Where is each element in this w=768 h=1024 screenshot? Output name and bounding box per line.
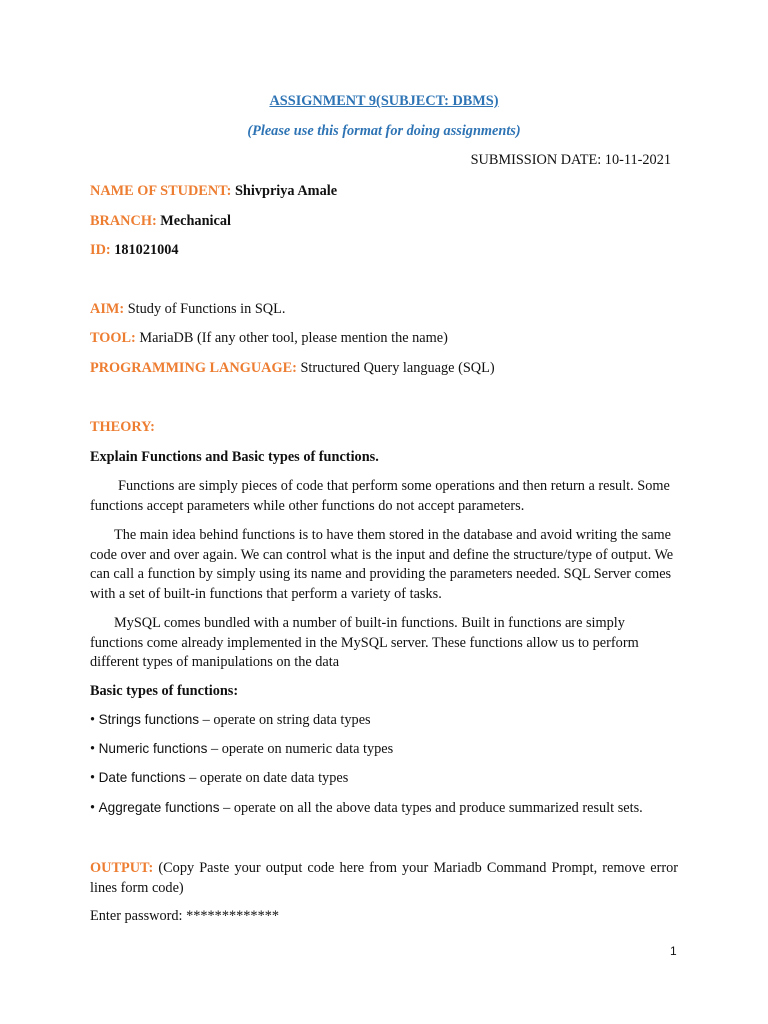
function-type-desc: – operate on all the above data types and produce summarized result sets. [219, 800, 643, 816]
aim-value: Study of Functions in SQL. [127, 301, 286, 317]
bullet: • [90, 712, 96, 728]
student-name-value: Shivpriya Amale [234, 183, 338, 199]
theory-paragraph-3: MySQL comes bundled with a number of built-in functions. Built in functions are simply functions come already implemented in the MySQL server. These functions allow us to perform different types of manipulations on the data [90, 615, 639, 670]
language-label: PROGRAMMING LANGUAGE: [90, 360, 297, 376]
tool-line [90, 330, 448, 347]
function-type-name: Strings functions [98, 712, 200, 727]
bullet: • [90, 770, 96, 786]
language-line [90, 360, 495, 377]
function-type-name: Date functions [98, 770, 186, 785]
list-item [90, 770, 348, 787]
function-type-desc: – operate on numeric data types [207, 741, 394, 757]
output-section [90, 859, 678, 898]
function-type-desc: – operate on date data types [185, 770, 349, 786]
theory-paragraph-1: Functions are simply pieces of code that perform some operations and then return a result. Some functions accept parameters while other functions do not accept parameters. [90, 478, 670, 514]
aim-label: AIM: [90, 301, 125, 317]
submission-date: SUBMISSION DATE: 10-11-2021 [470, 152, 671, 168]
branch-value: Mechanical [160, 213, 231, 229]
branch-label: BRANCH: [90, 213, 157, 229]
id-value: 181021004 [114, 242, 179, 258]
student-name-label: NAME OF STUDENT: [90, 183, 232, 199]
list-item [90, 741, 393, 758]
page-number: 1 [670, 944, 677, 958]
function-type-name: Numeric functions [98, 741, 208, 756]
function-type-desc: – operate on string data types [199, 712, 371, 728]
id-label: ID: [90, 242, 111, 258]
theory-paragraph-2: The main idea behind functions is to have them stored in the database and avoid writing the same code over and over again. We can control what is the input and define the structure/type of output. We can call a function by simply using its name and providing the parameters needed. SQL Server comes with a set of built-in functions that perform a variety of tasks. [90, 527, 674, 602]
aim-line [90, 301, 285, 318]
bullet: • [90, 800, 96, 816]
password-line: Enter password: ************* [90, 908, 280, 924]
function-types-heading: Basic types of functions: [90, 683, 239, 699]
list-item [90, 800, 643, 817]
assignment-title: ASSIGNMENT 9(SUBJECT: DBMS) [269, 93, 499, 109]
theory-label: THEORY: [90, 419, 155, 435]
branch-line [90, 213, 231, 230]
function-type-name: Aggregate functions [98, 800, 220, 815]
output-instructions: (Copy Paste your output code here from your Mariadb Command Prompt, remove error lines form code) [90, 860, 678, 896]
tool-label: TOOL: [90, 330, 136, 346]
bullet: • [90, 741, 96, 757]
tool-value: MariaDB (If any other tool, please mention the name) [139, 330, 448, 346]
format-note: (Please use this format for doing assignments) [247, 123, 521, 139]
list-item [90, 712, 371, 729]
theory-question: Explain Functions and Basic types of functions. [90, 449, 379, 465]
id-line [90, 242, 179, 259]
language-value: Structured Query language (SQL) [300, 360, 495, 376]
student-name-line [90, 183, 337, 200]
output-label: OUTPUT: [90, 860, 154, 876]
